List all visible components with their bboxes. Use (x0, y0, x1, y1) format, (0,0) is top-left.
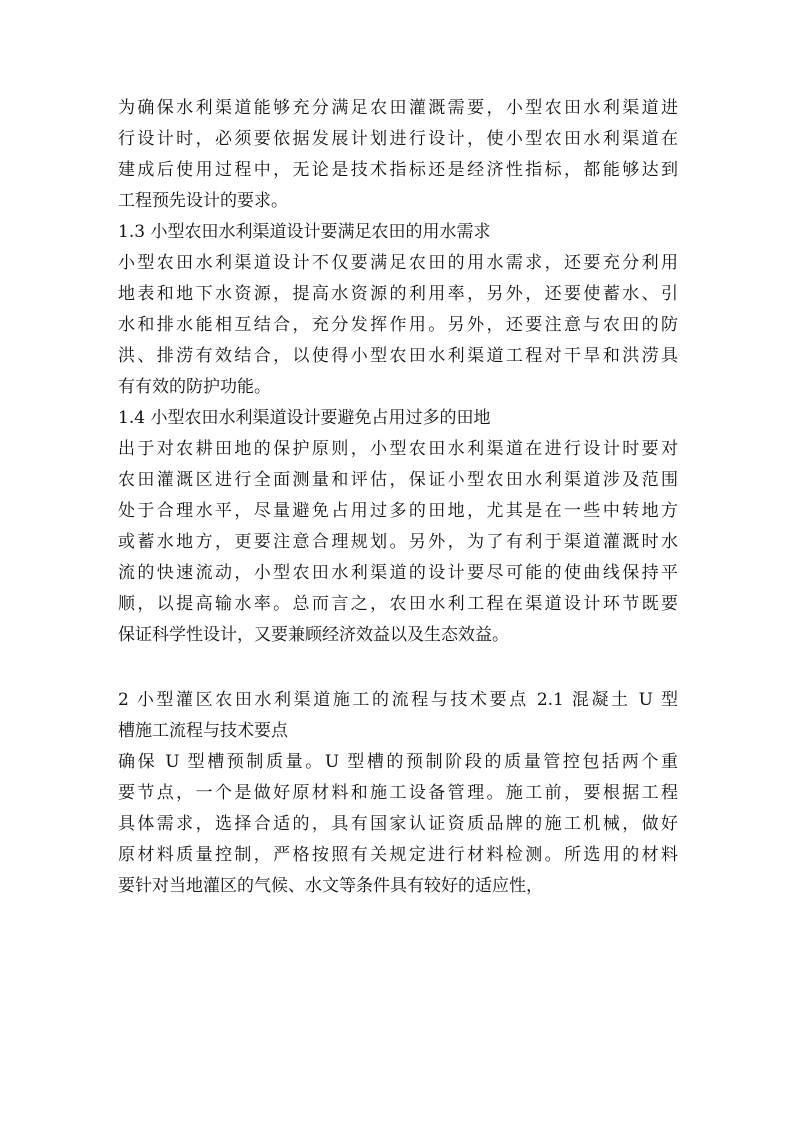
section-1-3-heading: 1.3 小型农田水利渠道设计要满足农田的用水需求 (118, 222, 491, 242)
paragraph-line: 确保 U 型槽预制质量。U 型槽的预制阶段的质量管控包括两个重 (118, 752, 678, 772)
paragraph-line: 农田灌溉区进行全面测量和评估，保证小型农田水利渠道涉及范围 (118, 470, 678, 490)
paragraph-line: 具体需求，选择合适的，具有国家认证资质品牌的施工机械，做好 (118, 814, 678, 834)
section-1-4-paragraph (118, 434, 678, 651)
paragraph-line: 小型农田水利渠道设计不仅要满足农田的用水需求，还要充分利用 (118, 253, 678, 273)
paragraph-line: 有有效的防护功能。 (118, 377, 271, 397)
section-1-4-heading: 1.4 小型农田水利渠道设计要避免占用过多的田地 (118, 408, 491, 428)
paragraph-line: 为确保水利渠道能够充分满足农田灌溉需要，小型农田水利渠道进 (118, 98, 678, 118)
intro-paragraph (118, 93, 678, 217)
section-2-heading (118, 685, 678, 747)
paragraph-line: 建成后使用过程中，无论是技术指标还是经济性指标，都能够达到 (118, 160, 678, 180)
paragraph-line: 地表和地下水资源，提高水资源的利用率，另外，还要使蓄水、引 (118, 284, 678, 304)
paragraph-line: 或蓄水地方，更要注意合理规划。另外，为了有利于渠道灌溉时水 (118, 532, 678, 552)
paragraph-line: 保证科学性设计，又要兼顾经济效益以及生态效益。 (118, 625, 509, 645)
paragraph-line: 要针对当地灌区的气候、水文等条件具有较好的适应性， (118, 876, 543, 896)
heading-line: 槽施工流程与技术要点 (118, 721, 288, 741)
paragraph-line: 顺，以提高输水率。总而言之，农田水利工程在渠道设计环节既要 (118, 594, 678, 614)
heading-line: 2 小型灌区农田水利渠道施工的流程与技术要点 2.1 混凝土 U 型 (118, 690, 678, 710)
section-1-3-paragraph (118, 248, 678, 403)
document-page (118, 93, 678, 902)
paragraph-line: 水和排水能相互结合，充分发挥作用。另外，还要注意与农田的防 (118, 315, 678, 335)
paragraph-line: 原材料质量控制，严格按照有关规定进行材料检测。所选用的材料 (118, 845, 678, 865)
paragraph-line: 流的快速流动，小型农田水利渠道的设计要尽可能的使曲线保持平 (118, 563, 678, 583)
paragraph-line: 工程预先设计的要求。 (118, 191, 288, 211)
section-2-paragraph (118, 747, 678, 902)
section-spacer (118, 651, 678, 685)
paragraph-line: 洪、排涝有效结合，以使得小型农田水利渠道工程对干旱和洪涝具 (118, 346, 678, 366)
paragraph-line: 处于合理水平，尽量避免占用过多的田地，尤其是在一些中转地方 (118, 501, 678, 521)
paragraph-line: 行设计时，必须要依据发展计划进行设计，使小型农田水利渠道在 (118, 129, 678, 149)
paragraph-line: 要节点，一个是做好原材料和施工设备管理。施工前，要根据工程 (118, 783, 678, 803)
paragraph-line: 出于对农耕田地的保护原则，小型农田水利渠道在进行设计时要对 (118, 439, 678, 459)
